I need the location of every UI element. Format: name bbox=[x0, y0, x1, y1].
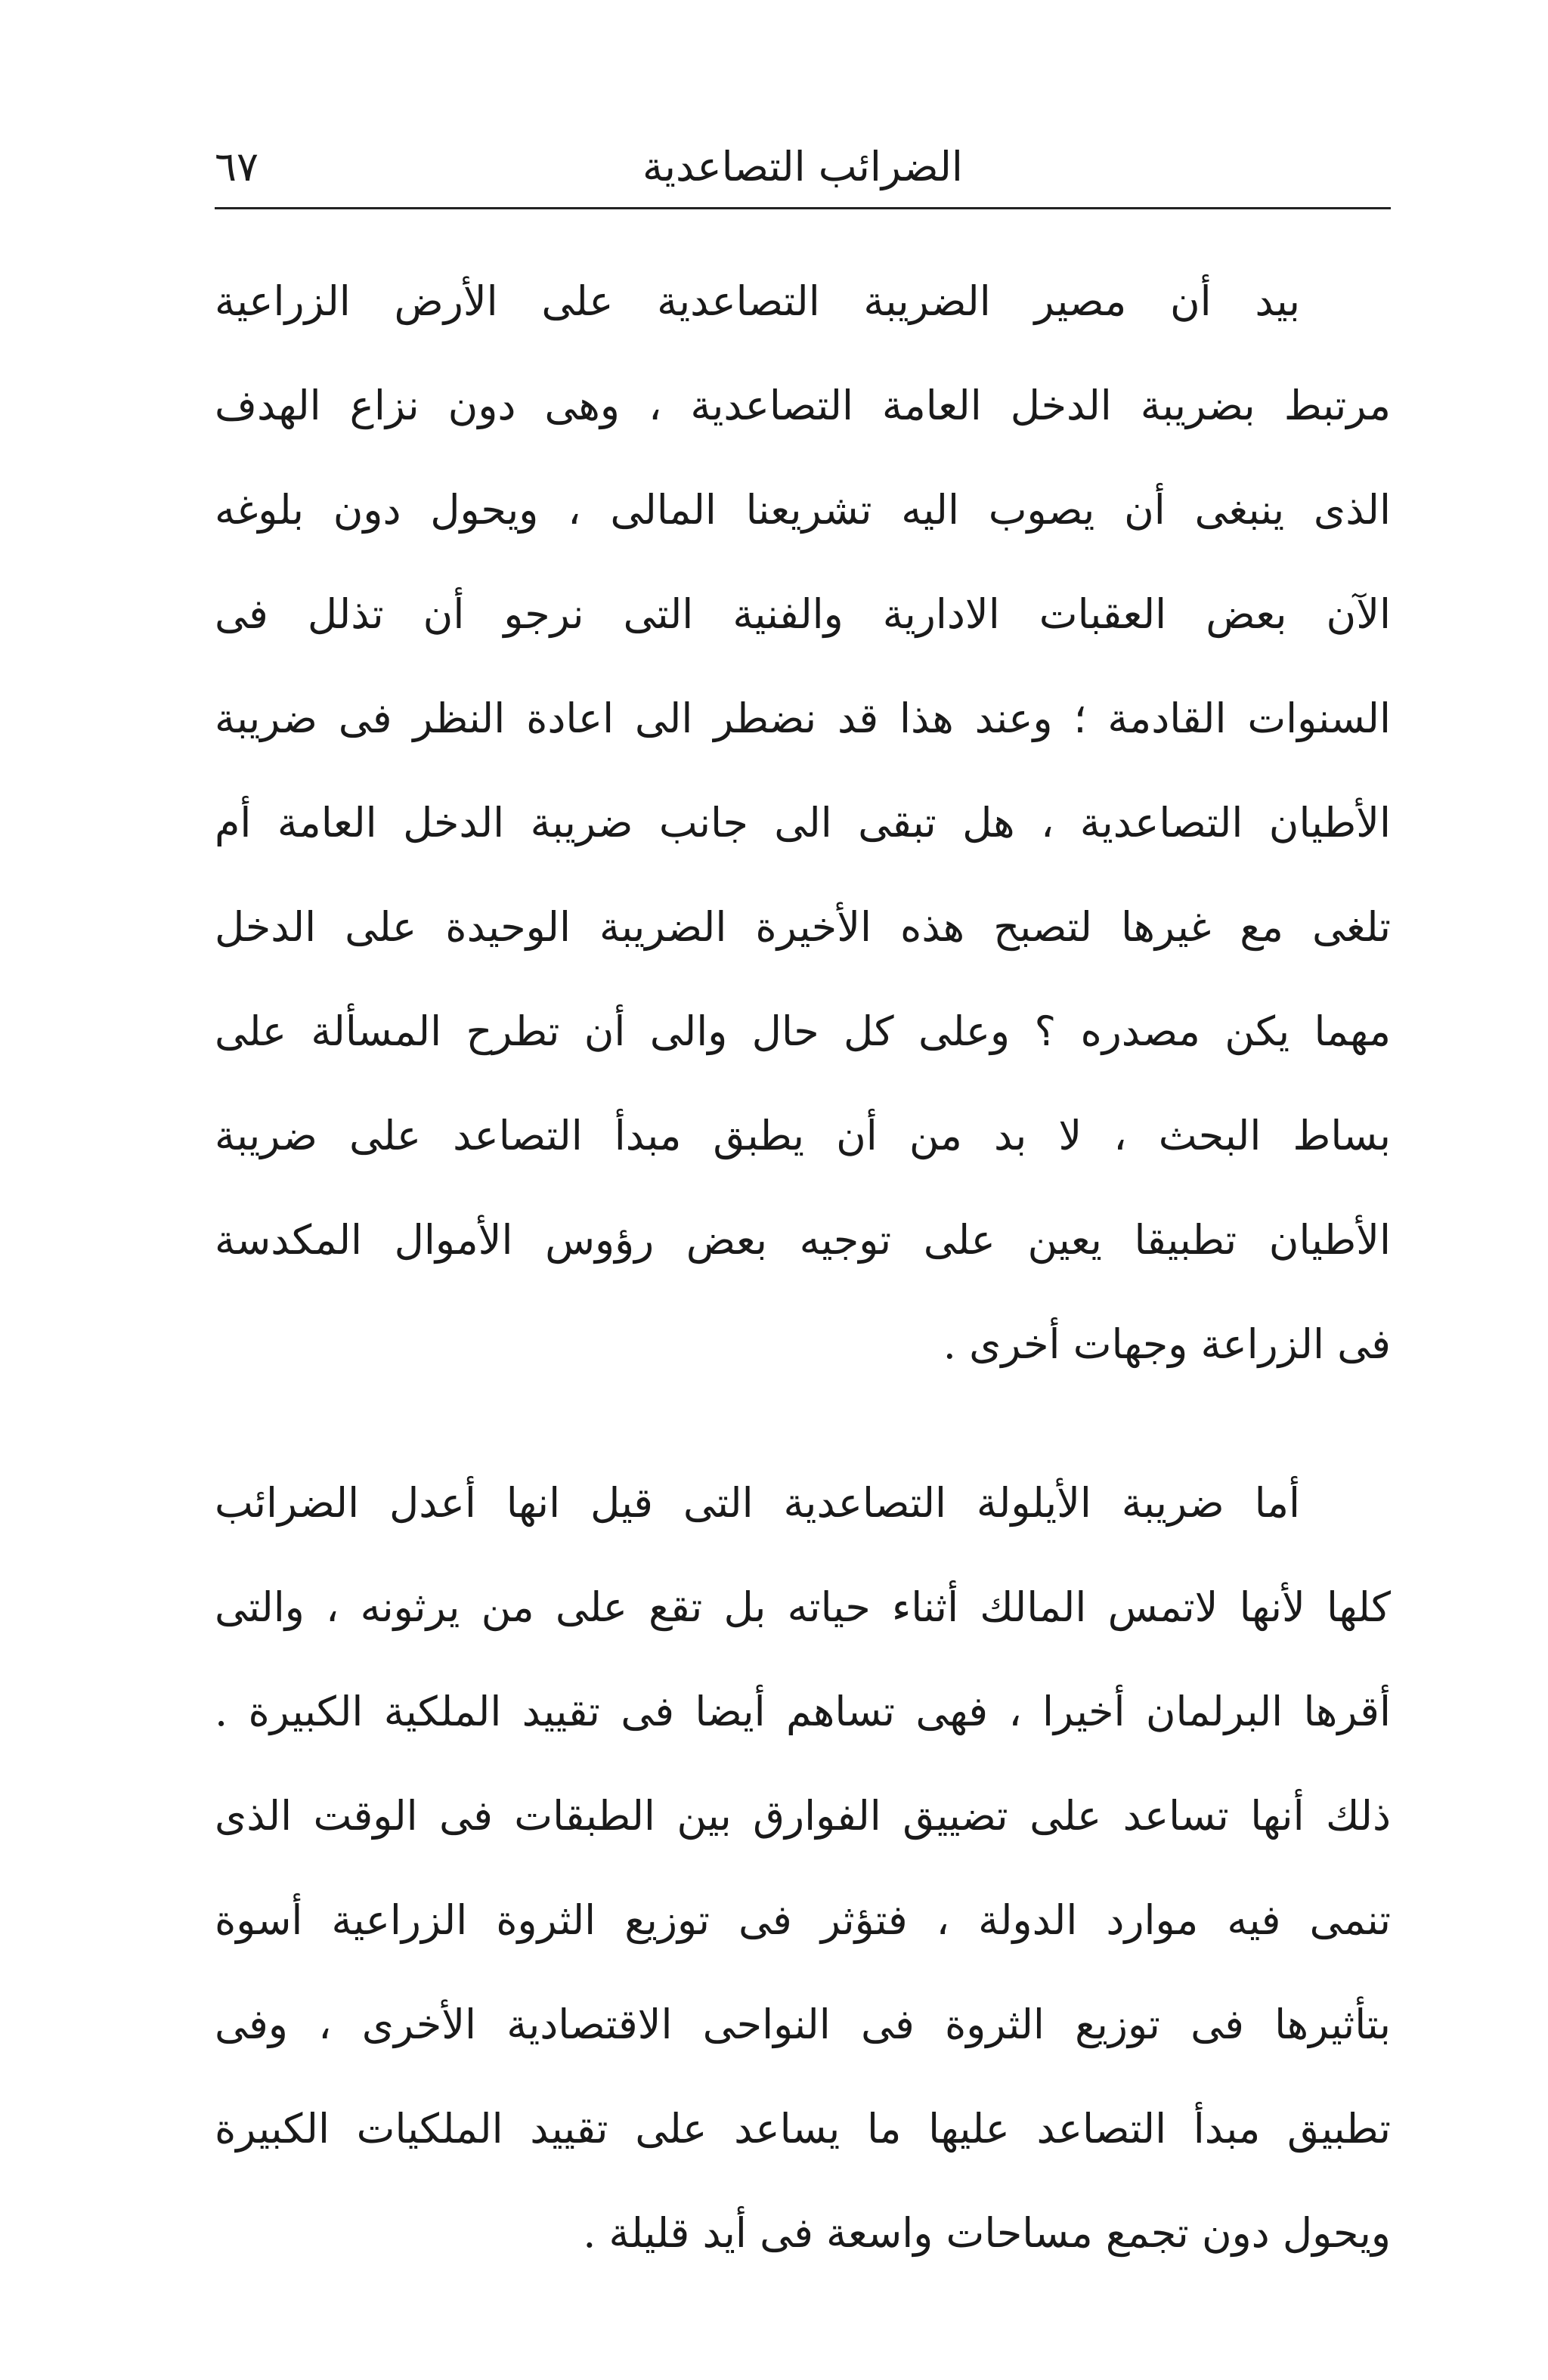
paragraph bbox=[215, 1451, 1391, 2286]
text-line: تلغى مع غيرها لتصبح هذه الأخيرة الضريبة الوحيدة على الدخل bbox=[215, 903, 1391, 951]
text-line: ويحول دون تجمع مساحات واسعة فى أيد قليلة . bbox=[583, 2209, 1391, 2257]
text-line: الآن بعض العقبات الادارية والفنية التى نرجو أن تذلل فى bbox=[215, 590, 1391, 638]
text-line: مهما يكن مصدره ؟ وعلى كل حال والى أن تطرح المسألة على bbox=[215, 1007, 1392, 1055]
text-line: بتأثيرها فى توزيع الثروة فى النواحى الاقتصادية الأخرى ، وفى bbox=[215, 2001, 1391, 2048]
text-line: كلها لأنها لاتمس المالك أثناء حياته بل تقع على من يرثونه ، والتى bbox=[215, 1583, 1391, 1631]
text-line: الأطيان التصاعدية ، هل تبقى الى جانب ضريبة الدخل العامة أم bbox=[215, 799, 1391, 846]
text-line: أما ضريبة الأيلولة التصاعدية التى قيل انها أعدل الضرائب bbox=[215, 1479, 1300, 1527]
paragraph-gap bbox=[215, 1397, 1391, 1451]
text-line: أقرها البرلمان أخيرا ، فهى تساهم أيضا فى تقييد الملكية الكبيرة . bbox=[215, 1688, 1391, 1735]
text-line: تطبيق مبدأ التصاعد عليها ما يساعد على تقييد الملكيات الكبيرة bbox=[215, 2105, 1392, 2153]
text-line: الأطيان تطبيقا يعين على توجيه بعض رؤوس الأموال المكدسة bbox=[215, 1216, 1391, 1264]
text-line: ذلك أنها تساعد على تضييق الفوارق بين الطبقات فى الوقت الذى bbox=[215, 1792, 1391, 1840]
body-text bbox=[215, 249, 1391, 2286]
text-line: بيد أن مصير الضريبة التصاعدية على الأرض الزراعية bbox=[215, 277, 1300, 325]
running-title: الضرائب التصاعدية bbox=[642, 143, 963, 190]
text-line: فى الزراعة وجهات أخرى . bbox=[943, 1320, 1391, 1368]
page-header bbox=[215, 135, 1391, 209]
page-number: ٦٧ bbox=[215, 143, 259, 190]
text-line: مرتبط بضريبة الدخل العامة التصاعدية ، وهى دون نزاع الهدف bbox=[215, 382, 1391, 429]
text-line: تنمى فيه موارد الدولة ، فتؤثر فى توزيع الثروة الزراعية أسوة bbox=[215, 1896, 1391, 1944]
text-line: السنوات القادمة ؛ وعند هذا قد نضطر الى اعادة النظر فى ضريبة bbox=[215, 695, 1391, 742]
text-line: بساط البحث ، لا بد من أن يطبق مبدأ التصاعد على ضريبة bbox=[215, 1112, 1391, 1159]
paragraph bbox=[215, 249, 1391, 1397]
text-line: الذى ينبغى أن يصوب اليه تشريعنا المالى ، ويحول دون بلوغه bbox=[215, 486, 1391, 534]
